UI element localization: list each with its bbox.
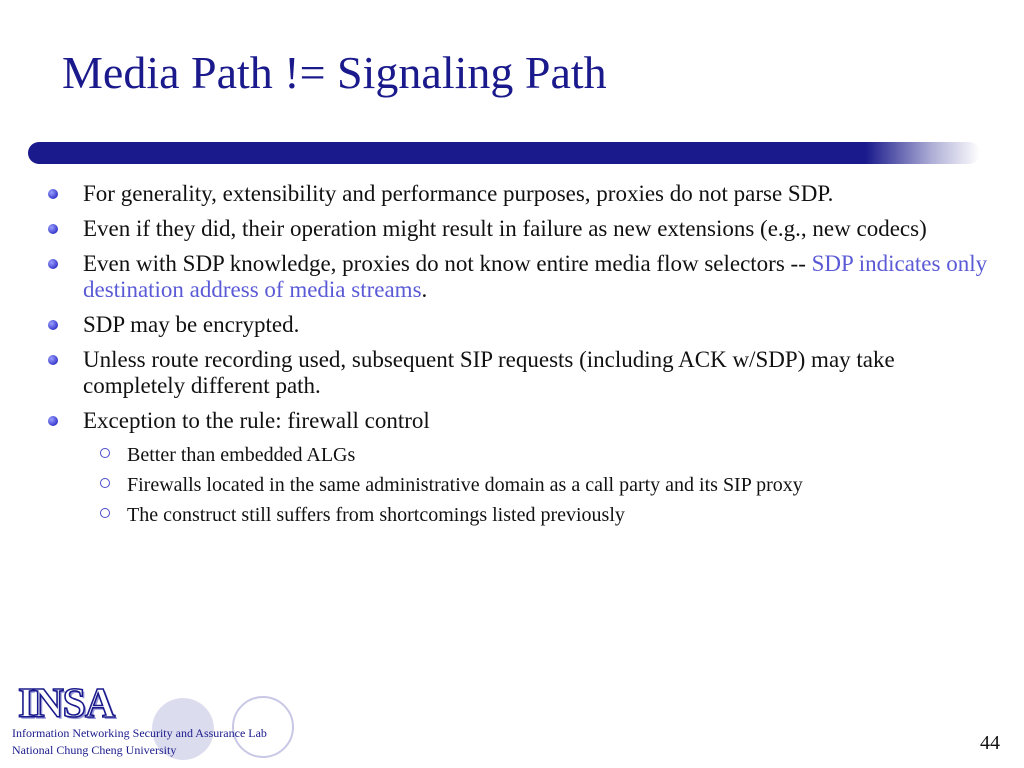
bullet-dot-icon xyxy=(48,259,58,269)
sub-bullet-text: Better than embedded ALGs xyxy=(127,444,356,466)
page-number: 44 xyxy=(980,732,1000,754)
bullet-text: Exception to the rule: firewall control xyxy=(83,408,430,433)
bullet-suffix: . xyxy=(421,277,428,302)
bullet-item xyxy=(44,216,994,242)
sub-bullet-text: The construct still suffers from shortcomings listed previously xyxy=(127,504,625,526)
bullet-dot-icon xyxy=(48,416,58,426)
bullet-item xyxy=(44,408,994,434)
slide-title: Media Path != Signaling Path xyxy=(62,47,607,98)
sub-bullet-ring-icon xyxy=(100,478,110,488)
bullet-text: Unless route recording used, subsequent SIP requests (including ACK w/SDP) may take completely different path. xyxy=(83,347,895,398)
bullet-text: Even with SDP knowledge, proxies do not know entire media flow selectors -- xyxy=(83,251,806,276)
bullet-dot-icon xyxy=(48,224,58,234)
university-name: National Chung Cheng University xyxy=(12,743,177,757)
bullet-text: SDP may be encrypted. xyxy=(83,312,300,337)
lab-name: Information Networking Security and Assurance Lab xyxy=(12,726,267,740)
bullet-dot-icon xyxy=(48,189,58,199)
bullet-item xyxy=(44,347,994,399)
sub-bullet-ring-icon xyxy=(100,508,110,518)
sub-bullet-item xyxy=(44,443,994,467)
slide-content xyxy=(44,181,994,533)
bullet-item xyxy=(44,251,994,303)
bullet-text: Even if they did, their operation might result in failure as new extensions (e.g., new codecs) xyxy=(83,216,927,241)
footer-logo xyxy=(0,680,340,768)
bullet-item xyxy=(44,181,994,207)
sub-bullet-ring-icon xyxy=(100,448,110,458)
sub-bullet-item xyxy=(44,503,994,527)
insa-logo-text: INSA xyxy=(18,681,115,727)
title-underline-bar xyxy=(28,142,980,164)
bullet-item xyxy=(44,312,994,338)
sub-bullet-item xyxy=(44,473,994,497)
sub-bullet-text: Firewalls located in the same administrative domain as a call party and its SIP proxy xyxy=(127,474,803,496)
bullet-highlight-text: SDP indicates only destination address of media streams xyxy=(83,251,988,302)
bullet-dot-icon xyxy=(48,355,58,365)
bullet-dot-icon xyxy=(48,320,58,330)
bullet-text: For generality, extensibility and performance purposes, proxies do not parse SDP. xyxy=(83,181,834,206)
